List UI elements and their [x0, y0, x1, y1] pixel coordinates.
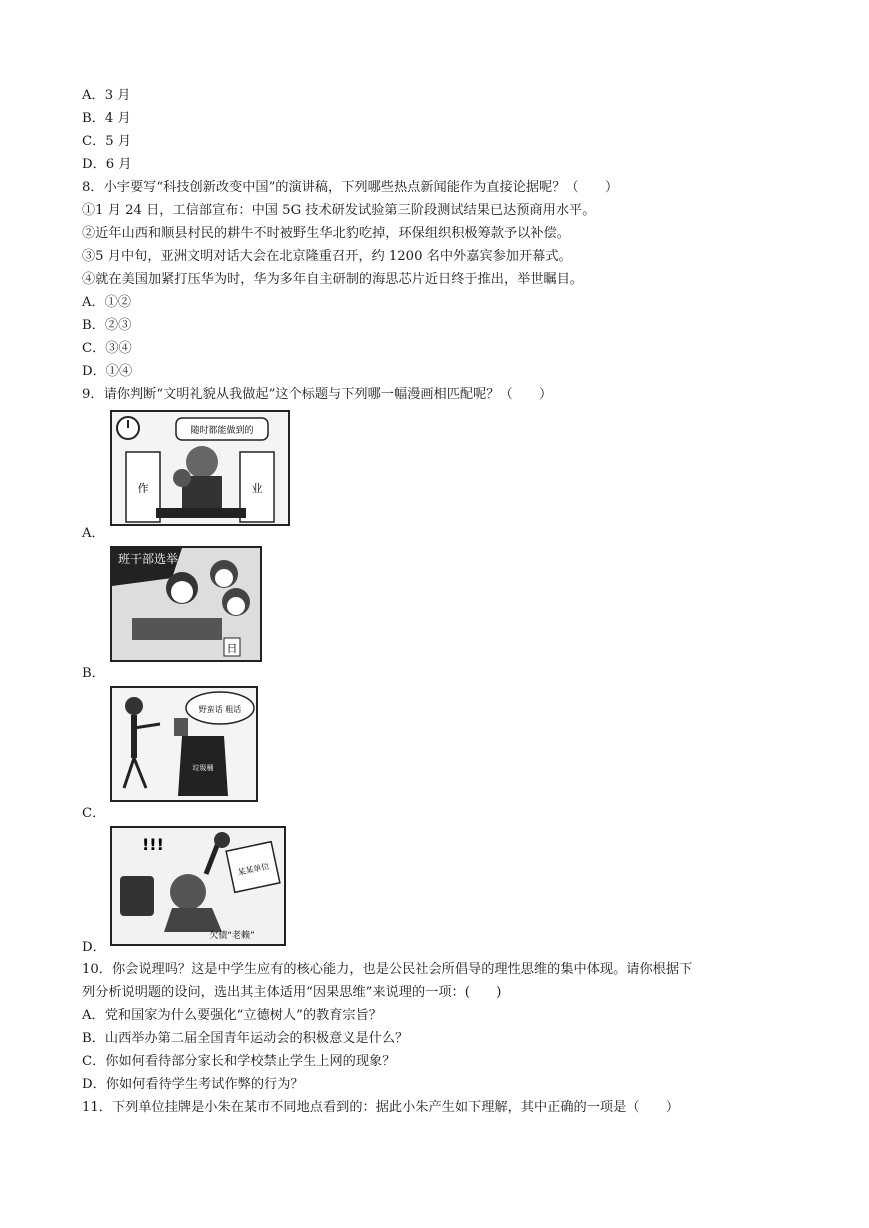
cartoon-trash-words-drawing — [112, 688, 256, 800]
cartoon-d-caption: 欠债“老赖” — [209, 931, 255, 941]
cartoon-class-election-drawing — [112, 548, 260, 660]
q7-option-b: B．4 月 — [82, 111, 131, 126]
q9-option-a — [82, 406, 802, 542]
q7-option-a: A．3 月 — [82, 88, 131, 103]
q7-option-c: C．5 月 — [82, 134, 132, 149]
q8-item-4: ④就在美国加紧打压华为时，华为多年自主研制的海思芯片近日终于推出，举世瞩目。 — [82, 272, 584, 287]
cartoon-b-box-text: 日 — [226, 642, 238, 655]
cartoon-debt-dodger — [110, 826, 286, 946]
cartoon-homework-drawing — [112, 412, 288, 524]
q8-option-d: D．①④ — [82, 364, 133, 379]
cartoon-a-left-text: 作 — [137, 482, 149, 495]
cartoon-d-sign-text: 某某单位 — [236, 861, 271, 878]
cartoon-c-bubble-text: 野蛮话 粗话 — [198, 705, 242, 714]
cartoon-trash-words — [110, 686, 258, 802]
q9-option-d — [82, 822, 802, 956]
q10-option-c: C．你如何看待部分家长和学校禁止学生上网的现象？ — [82, 1054, 396, 1069]
q10-option-b: B．山西举办第二届全国青年运动会的积极意义是什么？ — [82, 1031, 409, 1046]
cartoon-a-banner: 随时都能做到的 — [190, 426, 254, 436]
q9-label-c: C． — [82, 806, 106, 821]
q7-option-d: D．6 月 — [82, 157, 132, 172]
cartoon-debt-dodger-drawing — [112, 828, 284, 944]
q10-stem-line-1: 10．你会说理吗？这是中学生应有的核心能力，也是公民社会所倡导的理性思维的集中体现。请你根据下 — [82, 962, 693, 977]
cartoon-c-bag-text: 垃圾桶 — [192, 764, 214, 772]
q8-item-2: ②近年山西和顺县村民的耕牛不时被野生华北豹吃掉，环保组织积极筹款予以补偿。 — [82, 226, 570, 241]
cartoon-class-election — [110, 546, 262, 662]
q8-option-b: B．②③ — [82, 318, 132, 333]
q8-item-3: ③5 月中旬，亚洲文明对话大会在北京隆重召开，约 1200 名中外嘉宾参加开幕式。 — [82, 249, 572, 264]
q9-label-a: A． — [82, 526, 105, 541]
q11-stem: 11．下列单位挂牌是小朱在某市不同地点看到的：据此小朱产生如下理解，其中正确的一项是（ ） — [82, 1100, 680, 1115]
q10-option-d: D．你如何看待学生考试作弊的行为？ — [82, 1077, 304, 1092]
q8-stem: 8．小宇要写“科技创新改变中国”的演讲稿，下列哪些热点新闻能作为直接论据呢？（ ） — [82, 180, 619, 195]
q9-label-b: B． — [82, 666, 105, 681]
q10-stem-line-2: 列分析说明题的设问，选出其主体适用“因果思维”来说理的一项：( ) — [82, 985, 502, 1000]
q9-option-b — [82, 542, 802, 682]
exam-page — [82, 84, 802, 1119]
q9-label-d: D． — [82, 940, 106, 955]
q8-option-a: A．①② — [82, 295, 132, 310]
q8-item-1: ①1 月 24 日，工信部宣布：中国 5G 技术研发试验第三阶段测试结果已达预商用水平。 — [82, 203, 596, 218]
cartoon-a-right-text: 业 — [251, 482, 263, 495]
q10-option-a: A．党和国家为什么要强化“立德树人”的教育宗旨？ — [82, 1008, 382, 1023]
cartoon-d-marks: !!! — [142, 835, 164, 854]
cartoon-homework — [110, 410, 290, 526]
q9-option-c — [82, 682, 802, 822]
q8-option-c: C．③④ — [82, 341, 132, 356]
q9-stem: 9．请你判断“文明礼貌从我做起”这个标题与下列哪一幅漫画相匹配呢？（ ） — [82, 387, 553, 402]
cartoon-b-banner: 班干部选举 — [118, 552, 179, 566]
